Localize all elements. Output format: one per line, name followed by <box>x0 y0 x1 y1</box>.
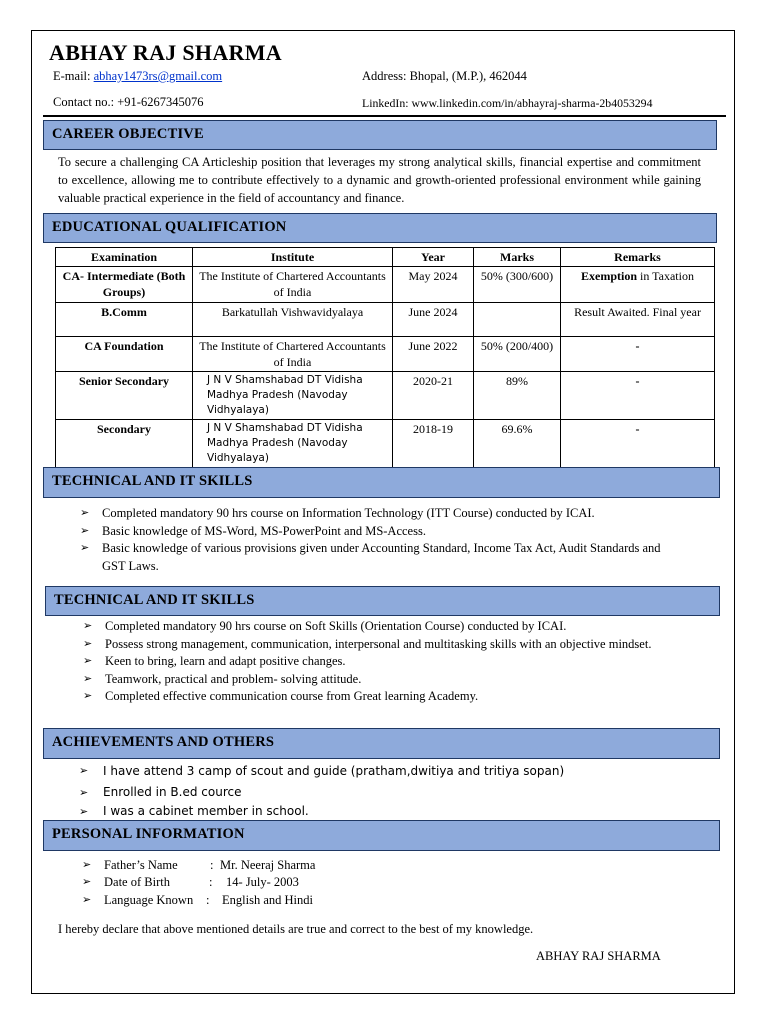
cell-remarks <box>561 420 715 468</box>
email-link[interactable]: abhay1473rs@gmail.com <box>93 69 223 83</box>
cell-examination: CA Foundation <box>56 337 193 372</box>
arrow-bullet-icon: ➢ <box>83 690 93 702</box>
list-item <box>83 636 691 654</box>
personal-label: Date of Birth <box>104 875 170 889</box>
arrow-bullet-icon: ➢ <box>83 620 93 632</box>
list-item <box>83 671 691 689</box>
remarks-bold: Exemption <box>581 269 638 283</box>
list-item-text: Possess strong management, communication, interpersonal and multitasking skills with an objective mindset. <box>105 636 652 651</box>
table-row <box>56 303 715 337</box>
remarks-bold: - <box>635 339 640 353</box>
cell-year: May 2024 <box>393 267 474 303</box>
email-label: E-mail: <box>53 69 94 83</box>
cell-year: 2018-19 <box>393 420 474 468</box>
cell-remarks <box>561 372 715 420</box>
personal-value: 14- July- 2003 <box>226 875 299 889</box>
list-item <box>83 618 691 636</box>
declaration-text: I hereby declare that above mentioned details are true and correct to the best of my knowledge. <box>58 922 534 936</box>
cell-institute: The Institute of Chartered Accountants of India <box>193 267 393 303</box>
personal-label: Language Known <box>104 893 194 907</box>
arrow-bullet-icon: ➢ <box>80 542 90 554</box>
cell-remarks <box>561 337 715 372</box>
achievements-list <box>79 761 699 821</box>
section-personal-information: PERSONAL INFORMATION <box>43 820 720 851</box>
remarks-bold: - <box>635 374 640 388</box>
signature-name: ABHAY RAJ SHARMA <box>536 949 661 963</box>
cell-remarks <box>561 267 715 303</box>
list-item-text: Teamwork, practical and problem- solving attitude. <box>105 671 362 686</box>
list-item <box>80 523 680 541</box>
cell-examination: Secondary <box>56 420 193 468</box>
cell-institute: Barkatullah Vishwavidyalaya <box>193 303 393 337</box>
arrow-bullet-icon: ➢ <box>83 637 93 650</box>
candidate-name: ABHAY RAJ SHARMA <box>49 40 282 65</box>
list-item <box>80 505 680 523</box>
list-item-text: Enrolled in B.ed cource <box>103 785 242 799</box>
arrow-bullet-icon: ➢ <box>80 507 90 519</box>
cell-institute: J N V Shamshabad DT Vidisha Madhya Pradesh (Navoday Vidhyalaya) <box>193 420 393 468</box>
personal-value: Mr. Neeraj Sharma <box>220 858 316 872</box>
cell-institute: J N V Shamshabad DT Vidisha Madhya Pradesh (Navoday Vidhyalaya) <box>193 372 393 420</box>
col-header-remarks: Remarks <box>561 248 715 267</box>
list-item-text: Completed mandatory 90 hrs course on Information Technology (ITT Course) conducted by ICAI. <box>102 506 595 520</box>
section-career-objective: CAREER OBJECTIVE <box>43 120 717 150</box>
soft-skills-list <box>83 618 691 706</box>
separator-colon: : <box>206 893 210 907</box>
section-educational-qualification: EDUCATIONAL QUALIFICATION <box>43 213 717 243</box>
email-line <box>53 69 222 84</box>
section-technical-it-skills-2: TECHNICAL AND IT SKILLS <box>45 586 720 616</box>
cell-year: June 2024 <box>393 303 474 337</box>
cell-marks: 50% (200/400) <box>474 337 561 372</box>
list-item-text: Basic knowledge of MS-Word, MS-PowerPoint and MS-Access. <box>102 523 426 538</box>
cell-examination: B.Comm <box>56 303 193 337</box>
list-item-text: Keen to bring, learn and adapt positive changes. <box>105 654 346 668</box>
remarks-text: Result Awaited. Final year <box>574 305 701 319</box>
list-item-text: Completed mandatory 90 hrs course on Soft Skills (Orientation Course) conducted by ICAI. <box>105 619 567 633</box>
section-technical-it-skills: TECHNICAL AND IT SKILLS <box>43 467 720 498</box>
list-item-text: Completed effective communication course from Great learning Academy. <box>105 689 479 703</box>
col-header-year: Year <box>393 248 474 267</box>
list-item <box>79 783 699 802</box>
col-header-examination: Examination <box>56 248 193 267</box>
list-item <box>80 540 680 575</box>
cell-examination: Senior Secondary <box>56 372 193 420</box>
remarks-bold: - <box>635 422 640 436</box>
arrow-bullet-icon: ➢ <box>82 894 92 906</box>
list-item <box>79 761 699 781</box>
cell-examination: CA- Intermediate (Both Groups) <box>56 267 193 303</box>
header-divider <box>43 115 726 117</box>
arrow-bullet-icon: ➢ <box>83 655 93 667</box>
cell-marks: 89% <box>474 372 561 420</box>
personal-label: Father’s Name <box>104 858 178 872</box>
table-row <box>56 267 715 303</box>
personal-row-date-of-birth <box>82 875 482 893</box>
arrow-bullet-icon: ➢ <box>83 672 93 685</box>
table-header-row <box>56 248 715 267</box>
table-row <box>56 337 715 372</box>
list-item <box>83 688 691 706</box>
arrow-bullet-icon: ➢ <box>82 859 92 871</box>
cell-marks: 69.6% <box>474 420 561 468</box>
cell-remarks <box>561 303 715 337</box>
separator-colon: : <box>210 858 214 872</box>
linkedin-line: LinkedIn: www.linkedin.com/in/abhayraj-sharma-2b4053294 <box>362 96 653 110</box>
arrow-bullet-icon: ➢ <box>79 805 89 818</box>
education-table <box>55 247 715 468</box>
table-row <box>56 372 715 420</box>
section-achievements: ACHIEVEMENTS AND OTHERS <box>43 728 720 759</box>
personal-value: English and Hindi <box>222 893 313 907</box>
arrow-bullet-icon: ➢ <box>79 786 89 799</box>
col-header-marks: Marks <box>474 248 561 267</box>
cell-year: June 2022 <box>393 337 474 372</box>
list-item-text: I was a cabinet member in school. <box>103 804 309 818</box>
technical-skills-list <box>80 505 680 575</box>
personal-row-language-known <box>82 893 482 911</box>
contact-number: Contact no.: +91-6267345076 <box>53 95 204 109</box>
arrow-bullet-icon: ➢ <box>82 876 92 888</box>
col-header-institute: Institute <box>193 248 393 267</box>
arrow-bullet-icon: ➢ <box>79 764 89 777</box>
arrow-bullet-icon: ➢ <box>80 524 90 537</box>
table-row <box>56 420 715 468</box>
list-item-text: Basic knowledge of various provisions given under Accounting Standard, Income Tax Act, Audit Standards and GST Laws. <box>102 541 661 573</box>
address-line: Address: Bhopal, (M.P.), 462044 <box>362 69 527 83</box>
list-item-text: I have attend 3 camp of scout and guide (pratham,dwitiya and tritiya sopan) <box>103 764 565 778</box>
cell-marks <box>474 303 561 337</box>
list-item <box>79 802 699 821</box>
personal-row-father-name <box>82 858 482 876</box>
separator-colon: : <box>209 875 213 889</box>
career-objective-text: To secure a challenging CA Articleship position that leverages my strong analytical skills, financial expertise and commitment to excellence, allowing me to contribute effectively to a dynamic and growth-oriented professional environment while gaining valuable practical experience in the field of accountancy and finance. <box>58 155 701 205</box>
cell-institute: The Institute of Chartered Accountants of India <box>193 337 393 372</box>
remarks-text: in Taxation <box>637 269 694 283</box>
cell-year: 2020-21 <box>393 372 474 420</box>
list-item <box>83 653 691 671</box>
cell-marks: 50% (300/600) <box>474 267 561 303</box>
